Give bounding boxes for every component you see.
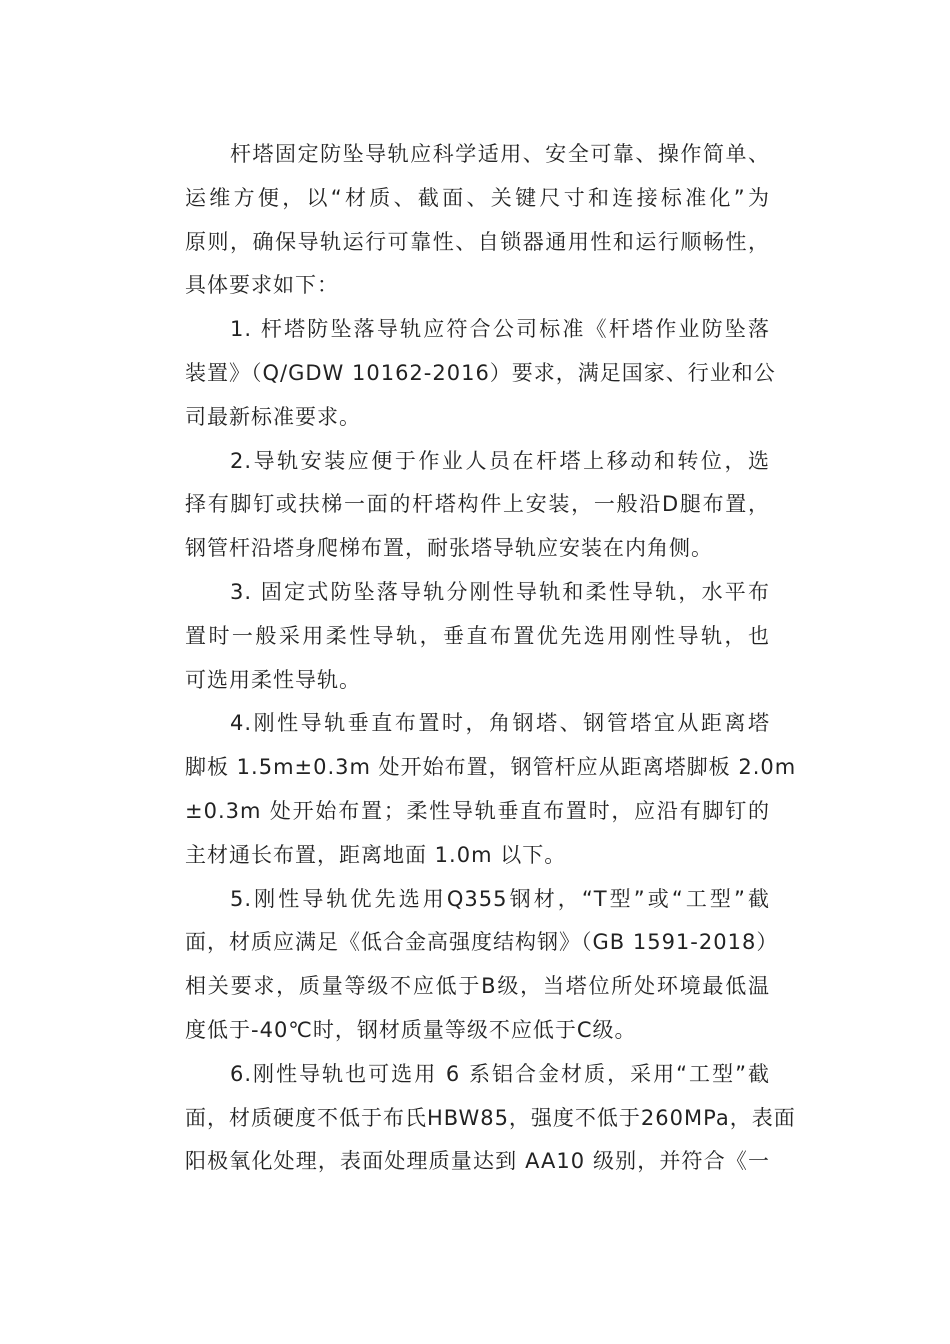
text-line: 5.刚性导轨优先选用Q355钢材，“T型”或“工型”截 [230, 886, 770, 911]
text-line: 杆塔固定防坠导轨应科学适用、安全可靠、操作简单、 [230, 142, 770, 166]
text-line: ±0.3m 处开始布置；柔性导轨垂直布置时，应沿有脚钉的 [185, 798, 770, 823]
text-line: 面，材质应满足《低合金高强度结构钢》（GB 1591-2018） [185, 930, 779, 955]
text-line: 2.导轨安装应便于作业人员在杆塔上移动和转位，选 [230, 448, 770, 473]
paragraph [185, 571, 770, 702]
text-line: 原则，确保导轨运行可靠性、自锁器通用性和运行顺畅性， [185, 229, 770, 254]
text-line: 可选用柔性导轨。 [185, 667, 361, 692]
paragraph [185, 308, 776, 439]
text-line: 相关要求，质量等级不应低于B级，当塔位所处环境最低温 [185, 974, 770, 999]
text-line: 3. 固定式防坠落导轨分刚性导轨和柔性导轨，水平布 [230, 579, 770, 604]
text-line: 具体要求如下： [185, 273, 339, 298]
text-line: 面，材质硬度不低于布氏HBW85，强度不低于260MPa，表面 [185, 1105, 796, 1130]
text-line: 择有脚钉或扶梯一面的杆塔构件上安装，一般沿D腿布置， [185, 492, 770, 517]
text-line: 置时一般采用柔性导轨，垂直布置优先选用刚性导轨，也 [185, 623, 770, 648]
paragraph [185, 878, 779, 1053]
text-line: 装置》（Q/GDW 10162-2016）要求，满足国家、行业和公 [185, 360, 776, 385]
text-line: 6.刚性导轨也可选用 6 系铝合金材质，采用“工型”截 [230, 1061, 770, 1086]
text-line: 运维方便，以“材质、截面、关键尺寸和连接标准化”为 [185, 185, 770, 210]
paragraph [185, 1053, 796, 1184]
paragraph [185, 440, 770, 571]
text-line: 1. 杆塔防坠落导轨应符合公司标准《杆塔作业防坠落 [230, 317, 770, 342]
text-line: 4.刚性导轨垂直布置时，角钢塔、钢管塔宜从距离塔 [230, 711, 770, 736]
text-line: 度低于-40℃时，钢材质量等级不应低于C级。 [185, 1017, 637, 1042]
text-line: 钢管杆沿塔身爬梯布置，耐张塔导轨应安装在内角侧。 [185, 536, 713, 561]
paragraph [185, 702, 797, 877]
document-body [185, 133, 797, 1184]
text-line: 主材通长布置，距离地面 1.0m 以下。 [185, 842, 567, 867]
paragraph [185, 133, 770, 308]
text-line: 脚板 1.5m±0.3m 处开始布置，钢管杆应从距离塔脚板 2.0m [185, 755, 797, 780]
text-line: 司最新标准要求。 [185, 404, 361, 429]
text-line: 阳极氧化处理，表面处理质量达到 AA10 级别，并符合《一 [185, 1149, 770, 1174]
